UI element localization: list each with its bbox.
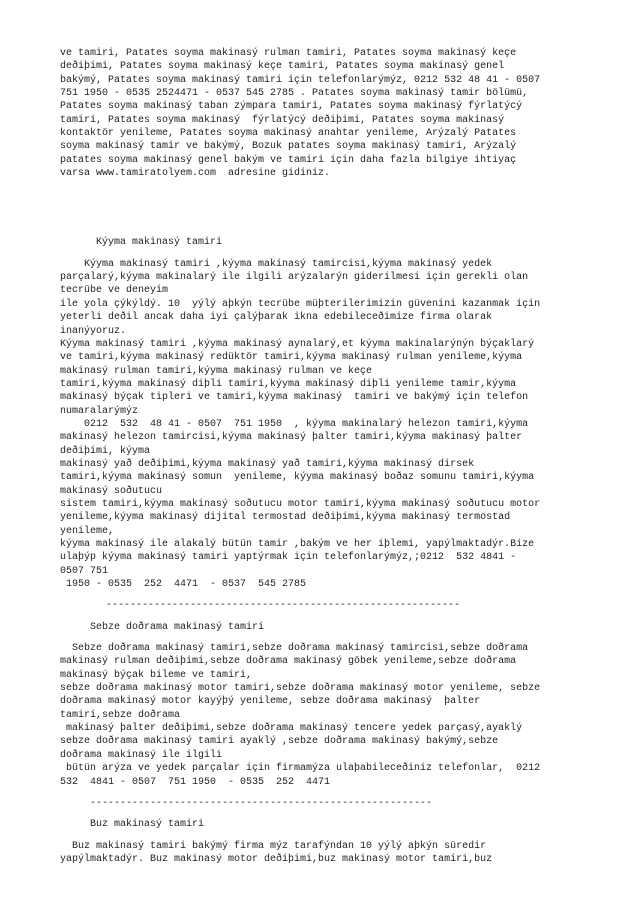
text-line: doðrama makinasý motor kayýþý yenileme, sebze doðrama makinasý þalter	[60, 696, 481, 708]
text-line: patates soyma makinasý genel bakým ve tamiri için daha fazla bilgiye ihtiyaç	[60, 154, 517, 166]
spacer	[60, 250, 580, 258]
text-line: 1950 - 0535 252 4471 - 0537 545 2785	[60, 579, 307, 591]
text-line: doðrama makinasý ile ilgili	[60, 749, 223, 761]
text-line: tecrübe ve deneyim	[60, 285, 169, 297]
text-line: makinasý yað deðiþimi,kýyma makinasý yað tamiri,kýyma makinasý dirsek	[60, 458, 475, 470]
text-line: makinasý helezon tamircisi,kýyma makinasý þalter tamiri,kýyma makinasý þalter	[60, 432, 523, 444]
text-line: ulaþýp kýyma makinasý tamiri yaptýrmak için telefonlarýmýz,;0212 532 4841 -	[60, 552, 517, 564]
section-heading: Sebze doðrama makinasý tamiri	[90, 621, 265, 633]
text-line: makinasý soðutucu	[60, 485, 163, 497]
section-kiyma	[60, 236, 580, 591]
text-line: makinasý rulman tamiri,kýyma makinasý rulman ve keçe	[60, 365, 373, 377]
spacer	[60, 634, 580, 642]
text-line: ve tamiri, Patates soyma makinasý rulman tamiri, Patates soyma makinasý keçe	[60, 48, 517, 59]
section-sebze	[60, 621, 580, 789]
text-line: deðiþimi, Patates soyma makinasý keçe tamiri, Patates soyma makinasý genel	[60, 61, 505, 73]
text-line: tamiri,kýyma makinasý somun yenileme, kýyma makinasý boðaz somunu tamiri,kýyma	[60, 472, 535, 484]
text-line: sebze doðrama makinasý motor tamiri,sebze doðrama makinasý motor yenileme, sebze	[60, 683, 541, 695]
text-line: yapýlmaktadýr. Buz makinasý motor deðiþimi,buz makinasý motor tamiri,buz	[60, 853, 493, 865]
text-line: kýyma makinasý ile alakalý bütün tamir ,bakým ve her iþlemi, yapýlmaktadýr.Bize	[60, 539, 535, 550]
text-line: soyma makinasý tamir ve bakýmý, Bozuk patates soyma makinasý tamiri, Arýzalý	[60, 141, 517, 153]
spacer	[60, 789, 580, 797]
spacer	[60, 832, 580, 840]
text-line: Patates soyma makinasý taban zýmpara tamiri, Patates soyma makinasý fýrlatýcý	[60, 101, 523, 113]
text-line: ile yola çýkýldý. 10 yýlý aþkýn tecrübe müþterilerimizin güvenini kazanmak için	[60, 298, 541, 310]
text-line: tamiri,kýyma makinasý diþli tamiri,kýyma makinasý diþli yenileme tamir,kýyma	[60, 378, 517, 390]
section-heading: Kýyma makinasý tamiri	[96, 237, 223, 249]
text-line: makinasý býçak tipleri ve tamiri,kýyma makinasý tamiri ve bakýmý için telefon	[60, 392, 529, 404]
intro-paragraph	[60, 47, 580, 180]
spacer	[60, 810, 580, 818]
text-line: tamiri,sebze doðrama	[60, 709, 181, 721]
text-line: numaralarýmýz	[60, 405, 139, 417]
text-line: yeterli deðil ancak daha iyi çalýþarak ikna edebileceðimize firma olarak	[60, 312, 493, 324]
section-buz	[60, 818, 580, 866]
text-line: inanýyoruz.	[60, 325, 127, 337]
text-line: Kýyma makinasý tamiri ,kýyma makinasý aynalarý,et kýyma makinalarýnýn býçaklarý	[60, 338, 535, 350]
section-divider: -----------------------------------------------------------	[106, 600, 461, 612]
text-line: Kýyma makinasý tamiri ,kýyma makinasý tamircisi,kýyma makinasý yedek	[60, 258, 493, 270]
text-line: yenileme,	[60, 525, 115, 537]
text-line: makinasý rulman deðiþimi,sebze doðrama makinasý göbek yenileme,sebze doðrama	[60, 656, 517, 668]
text-line: sistem tamiri,kýyma makinasý soðutucu motor tamiri,kýyma makinasý soðutucu motor	[60, 498, 541, 510]
text-line: 0212 532 48 41 - 0507 751 1950 , kýyma makinalarý helezon tamiri,kýyma	[60, 418, 529, 430]
text-line: tamiri, Patates soyma makinasý fýrlatýcý deðiþimi, Patates soyma makinasý	[60, 114, 505, 126]
document-page	[60, 47, 580, 866]
text-line: yenileme,kýyma makinasý dijital termostad deðiþimi,kýyma makinasý termostad	[60, 512, 511, 524]
text-line: parçalarý,kýyma makinalarý ile ilgili arýzalarýn giderilmesi için gerekli olan	[60, 272, 529, 284]
text-line: ve tamiri,kýyma makinasý redüktör tamiri,kýyma makinasý rulman yenileme,kýyma	[60, 352, 523, 364]
spacer	[60, 613, 580, 621]
text-line: makinasý þalter deðiþimi,sebze doðrama makinasý tencere yedek parçasý,ayaklý	[60, 723, 523, 735]
text-line: 751 1950 - 0535 2524471 - 0537 545 2785 . Patates soyma makinasý tamir bölümü,	[60, 88, 529, 100]
section-heading: Buz makinasý tamiri	[90, 819, 205, 831]
text-line: varsa www.tamiratolyem.com adresine gidiniz.	[60, 168, 331, 180]
text-line: kontaktör yenileme, Patates soyma makinasý anahtar yenileme, Arýzalý Patates	[60, 128, 517, 140]
spacer	[60, 591, 580, 599]
text-line: 0507 751	[60, 565, 109, 577]
section-divider: ---------------------------------------------------------	[90, 797, 433, 809]
spacer	[60, 180, 580, 236]
text-line: bütün arýza ve yedek parçalar için firmamýza ulaþabileceðiniz telefonlar, 0212	[60, 763, 541, 775]
text-line: makinasý býçak bileme ve tamiri,	[60, 669, 253, 681]
text-line: Buz makinasý tamiri bakýmý firma mýz tarafýndan 10 yýlý aþkýn süredir	[60, 840, 487, 852]
text-line: 532 4841 - 0507 751 1950 - 0535 252 4471	[60, 776, 331, 788]
text-line: bakýmý, Patates soyma makinasý tamiri için telefonlarýmýz, 0212 532 48 41 - 0507	[60, 74, 541, 86]
text-line: Sebze doðrama makinasý tamiri,sebze doðrama makinasý tamircisi,sebze doðrama	[60, 643, 529, 655]
text-line: sebze doðrama makinasý tamiri ayaklý ,sebze doðrama makinasý bakýmý,sebze	[60, 736, 499, 748]
text-line: deðiþimi, kýyma	[60, 445, 151, 457]
